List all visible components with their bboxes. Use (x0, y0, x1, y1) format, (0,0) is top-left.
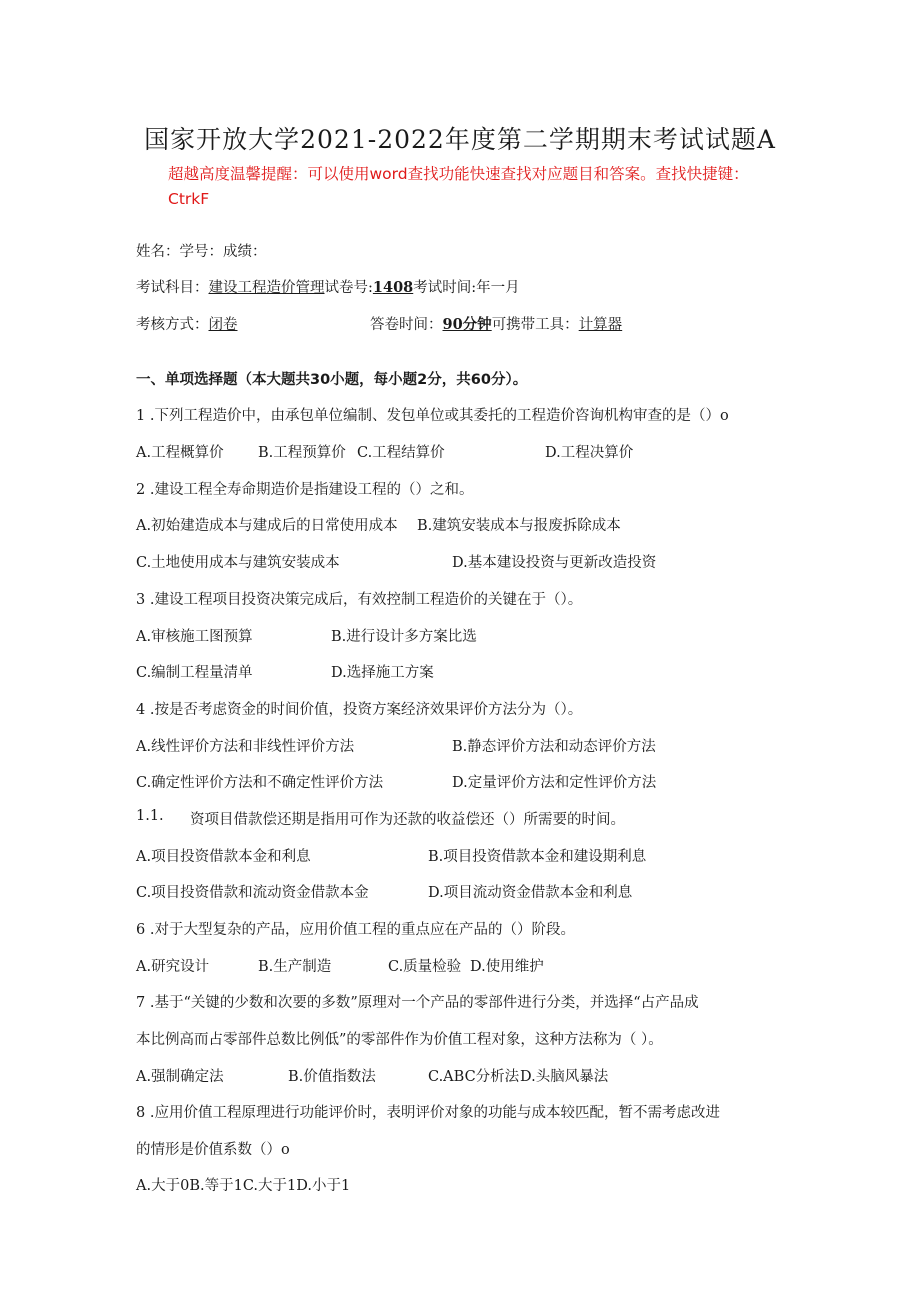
option: D.项目流动资金借款本金和利息 (428, 885, 633, 901)
question-stem: 6 .对于大型复杂的产品，应用价值工程的重点应在产品的（）阶段。 (136, 922, 575, 938)
option: B.建筑安装成本与报废拆除成本 (417, 518, 621, 534)
exam-time-label: 考试时间:年一月 (413, 280, 520, 296)
option: B.工程预算价 (258, 445, 346, 461)
question-stem: 4 .按是否考虑资金的时间价值，投资方案经济效果评价方法分为（）。 (136, 702, 583, 718)
option: C.编制工程量清单 (136, 665, 253, 681)
option: A.工程概算价 (136, 445, 224, 461)
option: D.定量评价方法和定性评价方法 (452, 775, 657, 791)
option: B.项目投资借款本金和建设期利息 (428, 849, 647, 865)
question-stem-continued: 的情形是价值系数（）o (136, 1142, 290, 1158)
option: B.进行设计多方案比选 (331, 629, 477, 645)
question-stem: 2 .建设工程全寿命期造价是指建设工程的（）之和。 (136, 482, 474, 498)
document-title: 国家开放大学2021-2022年度第二学期期末考试试题A (144, 125, 776, 154)
option: A.大于0 (136, 1178, 190, 1194)
option: A.线性评价方法和非线性评价方法 (136, 739, 355, 755)
subject-value: 建设工程造价管理 (208, 280, 325, 296)
tools-label: 可携带工具： (491, 317, 579, 333)
option: D.基本建设投资与更新改造投资 (452, 555, 657, 571)
option: C.大于1 (242, 1178, 297, 1194)
duration-label: 答卷时间： (370, 317, 443, 333)
option: D.使用维护 (470, 959, 544, 975)
exam-subject-row (136, 276, 520, 297)
option: D.小于1 (296, 1178, 351, 1194)
search-tip-notice: 超越高度温馨提醒：可以使用word查找功能快速查找对应题目和答案。查找快捷键：CtrkF (168, 165, 749, 208)
tools-value: 计算器 (578, 317, 623, 333)
option: B.价值指数法 (288, 1069, 376, 1085)
question-stem-continued: 本比例高而占零部件总数比例低”的零部件作为价值工程对象，这种方法称为（ ）。 (136, 1032, 663, 1048)
paper-number: 1408 (372, 279, 414, 296)
duration-value: 90分钟 (442, 316, 492, 333)
option: C.质量检验 (388, 959, 462, 975)
option: D.头脑风暴法 (520, 1069, 609, 1085)
option: A.项目投资借款本金和利息 (136, 849, 311, 865)
question-stem: 资项目借款偿还期是指用可作为还款的收益偿还（）所需要的时间。 (190, 812, 625, 828)
exam-duration-row (370, 313, 622, 334)
exam-method-row (136, 313, 238, 334)
option: C.项目投资借款和流动资金借款本金 (136, 885, 369, 901)
section-heading: 一、单项选择题（本大题共30小题，每小题2分，共60分）。 (136, 372, 528, 388)
method-value: 闭卷 (208, 317, 238, 333)
option: C.土地使用成本与建筑安装成本 (136, 555, 340, 571)
option: B.生产制造 (258, 959, 332, 975)
options-row (136, 1174, 350, 1195)
option: A.研究设计 (136, 959, 210, 975)
question-stem: 8 .应用价值工程原理进行功能评价时，表明评价对象的功能与成本较匹配，暂不需考虑改进 (136, 1105, 720, 1121)
option: A.初始建造成本与建成后的日常使用成本 (136, 518, 398, 534)
student-info-row: 姓名：学号：成绩： (136, 244, 267, 260)
option: B.等于1 (189, 1178, 243, 1194)
subject-label: 考试科目： (136, 280, 209, 296)
option: C.工程结算价 (357, 445, 445, 461)
question-stem: 3 .建设工程项目投资决策完成后，有效控制工程造价的关键在于（）。 (136, 592, 583, 608)
paper-label: 试卷号: (324, 280, 373, 296)
option: C.ABC分析法 (428, 1069, 520, 1085)
method-label: 考核方式： (136, 317, 209, 333)
question-stem: 1 .下列工程造价中，由承包单位编制、发包单位或其委托的工程造价咨询机构审查的是（）o (136, 408, 729, 424)
option: D.选择施工方案 (331, 665, 434, 681)
option: A.审核施工图预算 (136, 629, 253, 645)
option: B.静态评价方法和动态评价方法 (452, 739, 656, 755)
question-stem: 7 .基于“关键的少数和次要的多数”原理对一个产品的零部件进行分类，并选择“占产品成 (136, 995, 699, 1011)
option: D.工程决算价 (545, 445, 634, 461)
option: A.强制确定法 (136, 1069, 224, 1085)
question-number: 1.1. (136, 808, 164, 824)
option: C.确定性评价方法和不确定性评价方法 (136, 775, 384, 791)
